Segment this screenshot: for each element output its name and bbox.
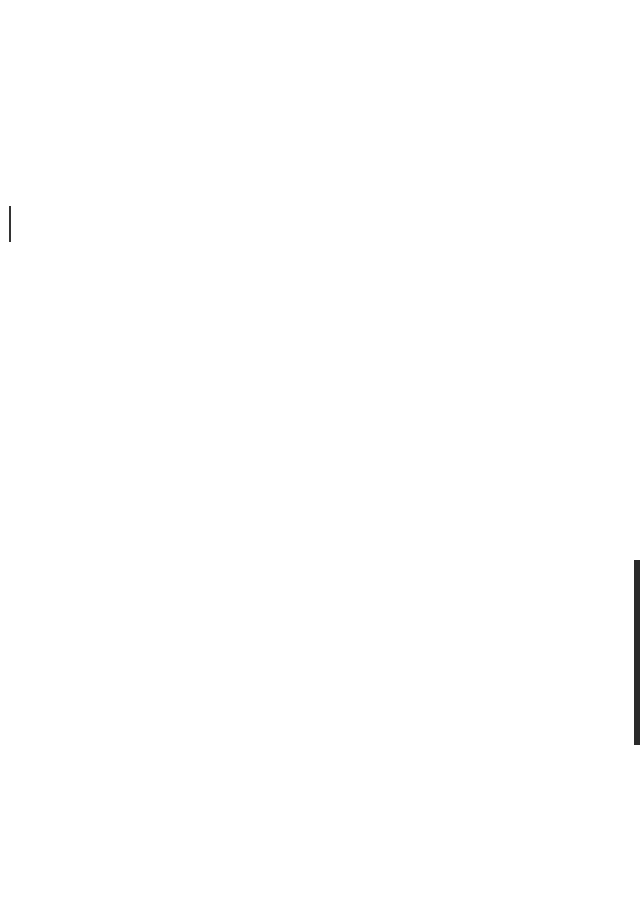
scan-edge-shadow bbox=[634, 560, 640, 745]
margin-mark bbox=[9, 206, 11, 242]
section-heading bbox=[86, 77, 572, 115]
document-body bbox=[86, 77, 572, 115]
